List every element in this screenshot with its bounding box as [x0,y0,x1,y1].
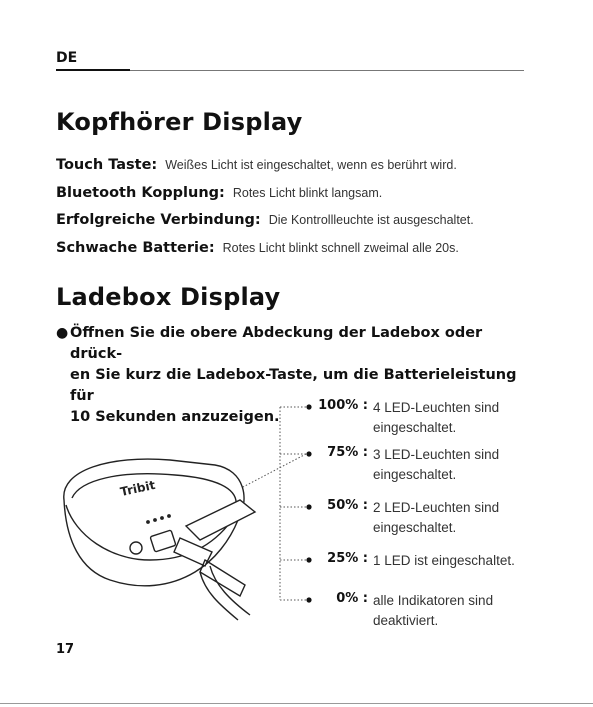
level-percent: 100% : [318,398,368,413]
level-percent: 50% : [327,498,368,513]
level-desc-line: 3 LED-Leuchten sind [373,447,500,462]
level-desc-line: deaktiviert. [373,613,439,628]
instruction-line: 10 Sekunden anzuzeigen. [70,409,280,425]
info-value: Die Kontrollleuchte ist ausgeschaltet. [268,213,474,227]
level-desc [373,398,533,438]
info-value: Weißes Licht ist eingeschaltet, wenn es berührt wird. [165,158,457,172]
level-desc-line: eingeschaltet. [373,467,457,482]
case-logo: Tribit [118,477,157,500]
level-desc-line: 1 LED ist eingeschaltet. [373,553,515,568]
info-key: Bluetooth Kopplung: [56,185,225,201]
level-desc [373,445,533,485]
bullet-dot-icon: ● [56,325,69,341]
level-percent: 75% : [327,445,368,460]
level-desc [373,551,533,571]
info-key: Touch Taste: [56,157,158,173]
level-desc [373,591,533,631]
bottom-rule [0,703,593,704]
level-desc-line: 2 LED-Leuchten sind [373,500,500,515]
info-key: Schwache Batterie: [56,240,215,256]
instruction-line: Öffnen Sie die obere Abdeckung der Ladebox oder drück- [70,325,483,362]
level-percent: 25% : [327,551,368,566]
section1-title: Kopfhörer Display [56,108,303,136]
page-number: 17 [56,642,75,657]
info-key: Erfolgreiche Verbindung: [56,212,261,228]
instruction-line: en Sie kurz die Ladebox-Taste, um die Batterieleistung für [70,367,517,404]
level-desc-line: 4 LED-Leuchten sind [373,400,500,415]
info-value: Rotes Licht blinkt langsam. [232,186,383,200]
section2-title: Ladebox Display [56,283,281,311]
info-value: Rotes Licht blinkt schnell zweimal alle 20s. [222,241,459,255]
level-desc-line: alle Indikatoren sind [373,593,494,608]
level-desc-line: eingeschaltet. [373,420,457,435]
level-desc [373,498,533,538]
level-desc-line: eingeschaltet. [373,520,457,535]
level-percent: 0% : [336,591,368,606]
language-label: DE [56,50,78,66]
